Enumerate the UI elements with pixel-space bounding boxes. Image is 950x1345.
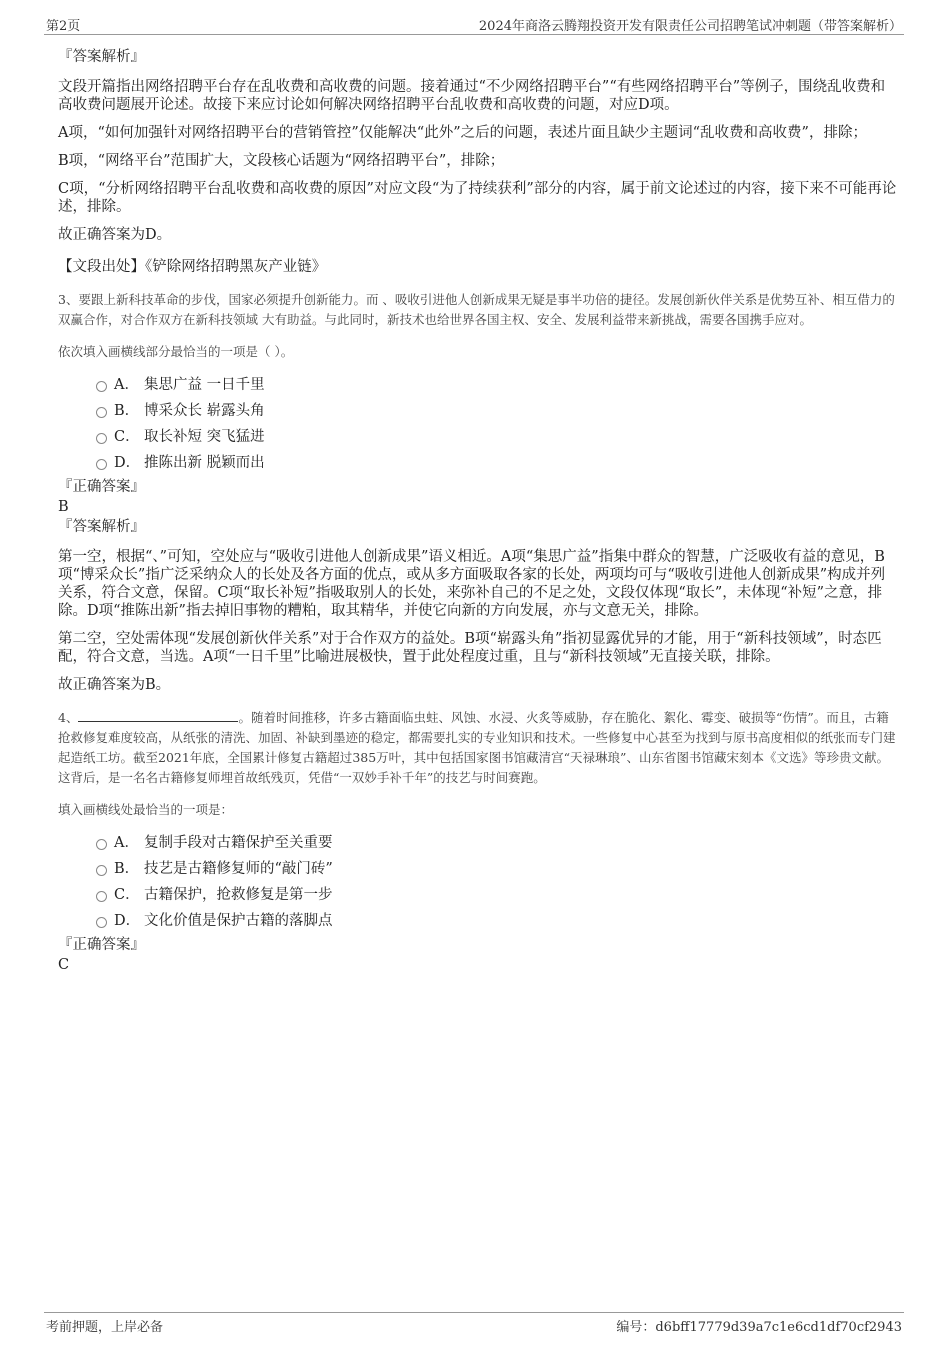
q3-options (58, 372, 898, 476)
q4-option-a[interactable] (58, 830, 898, 856)
q2-source: 【文段出处】《铲除网络招聘黑灰产业链》 (58, 259, 327, 275)
q2-section (58, 48, 898, 276)
q2-analysis-p4: C项，“分析网络招聘平台乱收费和高收费的原因”对应文段“为了持续获利”部分的内容，属于前文论述过的内容，接下来不可能再论述，排除。 (58, 181, 897, 215)
q3-section (58, 290, 898, 694)
q4-number: 4、 (58, 710, 79, 725)
option-text: 集思广益 一日千里 (144, 377, 265, 393)
q3-answer: B (58, 499, 69, 515)
option-letter: D． (114, 455, 141, 471)
radio-button[interactable] (96, 891, 107, 902)
q3-stem: 3、要跟上新科技革命的步伐，国家必须提升创新能力。而 、吸收引进他人创新成果无疑是事半功倍的捷径。发展创新伙伴关系是优势互补、相互借力的双赢合作，对合作双方在新科技领域 大有助益。与此同时，新技术也给世界各国主权、安全、发展利益带来新挑战，需要各国携手应对。 (58, 292, 895, 327)
option-text: 技艺是古籍修复师的“敲门砖” (144, 861, 333, 877)
option-letter: B． (114, 861, 140, 877)
radio-button[interactable] (96, 865, 107, 876)
option-text: 古籍保护，抢救修复是第一步 (144, 887, 333, 903)
q2-analysis-label: 『答案解析』 (58, 49, 145, 65)
radio-button[interactable] (96, 917, 107, 928)
q4-stem (58, 708, 898, 788)
option-text: 博采众长 崭露头角 (144, 403, 265, 419)
q4-section (58, 708, 898, 974)
q3-analysis-label: 『答案解析』 (58, 519, 145, 535)
fill-blank (78, 709, 238, 722)
footer-slogan: 考前押题，上岸必备 (46, 1320, 164, 1335)
option-text: 文化价值是保护古籍的落脚点 (144, 913, 333, 929)
document-title: 2024年商洛云腾翔投资开发有限责任公司招聘笔试冲刺题（带答案解析） (478, 19, 902, 34)
q4-option-c[interactable] (58, 882, 898, 908)
radio-button[interactable] (96, 459, 107, 470)
radio-button[interactable] (96, 839, 107, 850)
q3-option-c[interactable] (58, 424, 898, 450)
document-code: 编号：d6bff17779d39a7c1e6cd1df70cf2943 (616, 1320, 902, 1335)
q3-prompt: 依次填入画横线部分最恰当的一项是（ ）。 (58, 344, 294, 359)
page-footer (44, 1312, 904, 1337)
option-letter: A． (114, 835, 139, 851)
q2-conclusion: 故正确答案为D。 (58, 227, 172, 243)
page-header (44, 12, 904, 35)
q4-option-b[interactable] (58, 856, 898, 882)
page-content (58, 48, 898, 974)
radio-button[interactable] (96, 433, 107, 444)
q3-answer-label: 『正确答案』 (58, 479, 145, 495)
q3-option-a[interactable] (58, 372, 898, 398)
q4-answer: C (58, 957, 70, 973)
q4-prompt: 填入画横线处最恰当的一项是： (58, 802, 234, 817)
option-letter: C． (114, 429, 140, 445)
q2-analysis-p1: 文段开篇指出网络招聘平台存在乱收费和高收费的问题。接着通过“不少网络招聘平台”“有些网络招聘平台”等例子，围绕乱收费和高收费问题展开论述。故接下来应讨论如何解决网络招聘平台乱收费和高收费的问题，对应D项。 (58, 79, 886, 113)
option-letter: B． (114, 403, 140, 419)
q4-answer-label: 『正确答案』 (58, 937, 145, 953)
option-text: 推陈出新 脱颖而出 (144, 455, 265, 471)
q3-analysis-p1: 第一空，根据“、”可知，空处应与“吸收引进他人创新成果”语义相近。A项“集思广益”指集中群众的智慧，广泛吸收有益的意见，B项“博采众长”指广泛采纳众人的长处及各方面的优点，或从多方面吸取各家的长处，两项均可与“吸收引进他人创新成果”构成并列关系，符合文意，保留。C项“取长补短”指吸取别人的长处，来弥补自己的不足之处，文段仅体现“取长”，未体现“补短”之意，排除。D项“推陈出新”指去掉旧事物的糟粕，取其精华，并使它向新的方向发展，亦与文意无关，排除。 (58, 549, 886, 619)
q3-option-d[interactable] (58, 450, 898, 476)
q2-analysis-p3: B项，“网络平台”范围扩大，文段核心话题为“网络招聘平台”，排除； (58, 153, 505, 169)
q2-analysis-p2: A项，“如何加强针对网络招聘平台的营销管控”仅能解决“此外”之后的问题，表述片面且缺少主题词“乱收费和高收费”，排除； (58, 125, 867, 141)
q4-options (58, 830, 898, 934)
option-letter: D． (114, 913, 141, 929)
q3-conclusion: 故正确答案为B。 (58, 677, 171, 693)
q4-stem-text: 。随着时间推移，许多古籍面临虫蛀、风蚀、水浸、火炙等威胁，存在脆化、絮化、霉变、破损等“伤情”。而且，古籍抢救修复难度较高，从纸张的清洗、加固、补缺到墨迹的稳定，都需要扎实的专业知识和技术。一些修复中心甚至为找到与原书高度相似的纸张而专门建起造纸工坊。截至2021年底，全国累计修复古籍超过385万叶，其中包括国家图书馆藏清宫“天禄琳琅”、山东省图书馆藏宋刻本《文选》等珍贵文献。这背后，是一名名古籍修复师埋首故纸残页，凭借“一双妙手补千年”的技艺与时间赛跑。 (58, 710, 896, 785)
radio-button[interactable] (96, 407, 107, 418)
radio-button[interactable] (96, 381, 107, 392)
option-text: 取长补短 突飞猛进 (144, 429, 265, 445)
q3-option-b[interactable] (58, 398, 898, 424)
q3-analysis-p2: 第二空，空处需体现“发展创新伙伴关系”对于合作双方的益处。B项“崭露头角”指初显露优异的才能，用于“新科技领域”，时态匹配，符合文意，当选。A项“一日千里”比喻进展极快，置于此处程度过重，且与“新科技领域”无直接关联，排除。 (58, 631, 882, 665)
option-letter: C． (114, 887, 140, 903)
option-text: 复制手段对古籍保护至关重要 (144, 835, 333, 851)
option-letter: A． (114, 377, 139, 393)
page-number: 第2页 (46, 19, 81, 34)
q4-option-d[interactable] (58, 908, 898, 934)
